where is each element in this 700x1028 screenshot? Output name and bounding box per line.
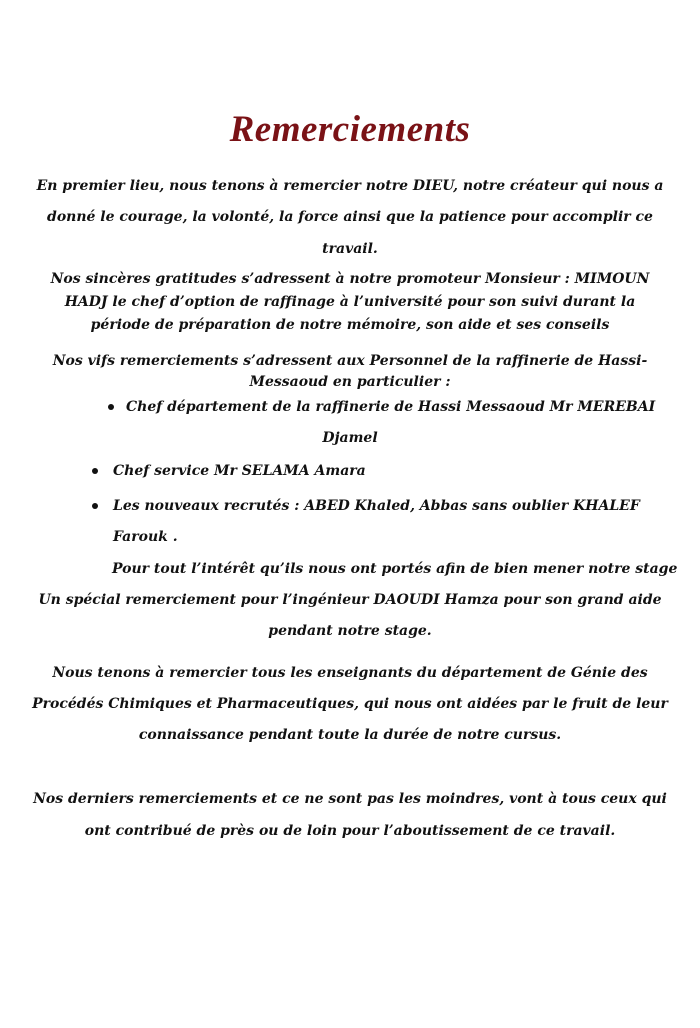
text-line: donné le courage, la volonté, la force ainsi que la patience pour accomplir ce	[47, 209, 653, 225]
text-line: travail.	[322, 241, 378, 257]
text-line: Nos vifs remerciements s’adressent aux Personnel de la raffinerie de Hassi-	[52, 353, 648, 369]
text-line: En premier lieu, nous tenons à remercier notre DIEU, notre créateur qui nous a	[36, 178, 664, 194]
bullet-icon	[108, 404, 114, 410]
text-line: pendant notre stage.	[268, 623, 432, 639]
text-line: période de préparation de notre mémoire, son aide et ses conseils	[90, 317, 610, 333]
list-item-text-continued: Farouk .	[113, 529, 178, 545]
text-line: Nous tenons à remercier tous les enseignants du département de Génie des	[52, 665, 648, 681]
text-line: Un spécial remerciement pour l’ingénieur DAOUDI Hamza pour son grand aide	[38, 592, 662, 608]
list-item-text-continued: Djamel	[322, 430, 378, 446]
text-line: Procédés Chimiques et Pharmaceutiques, qui nous ont aidées par le fruit de leur	[32, 696, 668, 712]
list-item-text: Les nouveaux recrutés : ABED Khaled, Abbas sans oublier KHALEF	[113, 498, 640, 514]
text-line: Pour tout l’intérêt qu’ils nous ont portés afin de bien mener notre stage	[112, 561, 678, 577]
list-item-text: Chef service Mr SELAMA Amara	[113, 463, 366, 479]
text-line: Nos derniers remerciements et ce ne sont pas les moindres, vont à tous ceux qui	[33, 791, 667, 807]
text-line: HADJ le chef d’option de raffinage à l’université pour son suivi durant la	[64, 294, 636, 310]
bullet-icon	[92, 503, 98, 509]
bullet-icon	[92, 468, 98, 474]
list-item-text: Chef département de la raffinerie de Hassi Messaoud Mr MEREBAI	[126, 399, 656, 415]
page-title: Remerciements	[229, 109, 471, 150]
text-line: ont contribué de près ou de loin pour l’aboutissement de ce travail.	[84, 823, 616, 839]
text-line: Messaoud en particulier :	[249, 374, 451, 390]
text-line: connaissance pendant toute la durée de notre cursus.	[138, 727, 562, 743]
text-line: Nos sincères gratitudes s’adressent à notre promoteur Monsieur : MIMOUN	[50, 271, 650, 287]
